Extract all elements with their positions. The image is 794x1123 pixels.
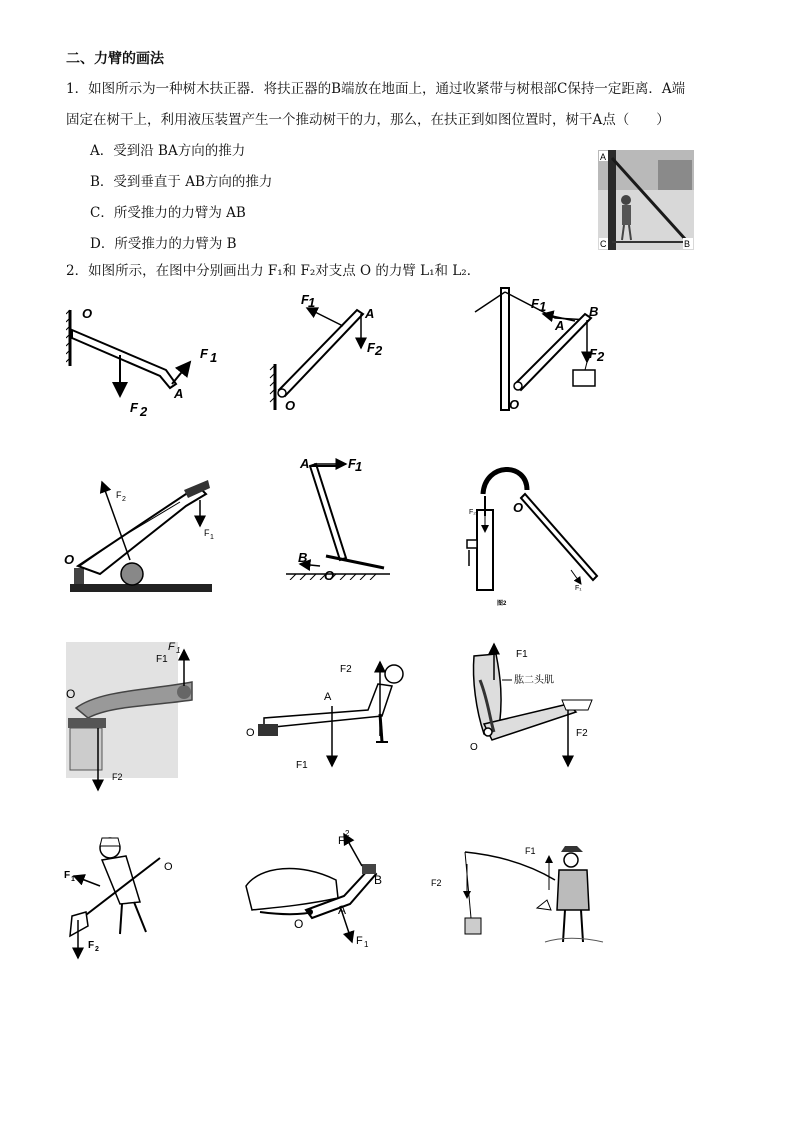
fig8-label-a: A: [324, 691, 332, 703]
fig6-label-o: O: [513, 500, 524, 515]
fig1-label-o: O: [82, 306, 93, 321]
fig3-label-f2-sub: 2: [597, 349, 605, 364]
photo-label-a: A: [600, 152, 607, 162]
fig3-label-o: O: [509, 397, 520, 412]
figure-12-fishing: [425, 838, 610, 958]
fig2-label-f2: F: [367, 340, 375, 355]
fig3-label-b: B: [589, 304, 599, 319]
fig2-label-f2-sub: 2: [375, 343, 383, 358]
fig3-label-f1-sub: 1: [539, 299, 547, 314]
fig6-label-f2: F₂: [469, 509, 476, 516]
fig3-label-a: A: [555, 318, 565, 333]
fig11-label-o: O: [294, 917, 304, 931]
q1-option-c: C．所受推力的力臂为 AB: [90, 205, 246, 221]
fig3-label-f2: F: [589, 346, 597, 361]
fig12-label-f1: F1: [525, 846, 536, 856]
q1-option-a: A．受到沿 BA方向的推力: [90, 143, 246, 159]
fig9-label-o: O: [470, 742, 478, 753]
fig2-label-a: A: [365, 306, 375, 321]
fig7-label-f2: F2: [112, 772, 123, 782]
fig5-label-f1-sub: 1: [355, 459, 363, 474]
fig1-label-f1: F: [200, 346, 208, 361]
fig2-label-o: O: [285, 398, 296, 413]
fig11-label-f2: F: [338, 835, 345, 847]
figure-2-inclined-rod: [265, 292, 395, 417]
photo-label-b: B: [684, 239, 691, 249]
fig3-label-f1: F: [531, 296, 539, 311]
section-heading: 二、力臂的画法: [66, 51, 164, 67]
q1-stem-line2: 固定在树干上，利用液压装置产生一个推动树干的力，那么，在扶正到如图位置时，树干A点（ ）: [66, 112, 670, 128]
fig7-label-f1b: F: [168, 641, 175, 653]
q1-option-d: D．所受推力的力臂为 B: [90, 236, 237, 252]
fig11-label-f2-sub: 2: [345, 829, 350, 838]
fig8-label-f2: F2: [340, 664, 352, 675]
fig4-label-f1: F: [204, 528, 210, 538]
figure-5-pry-bar: [280, 456, 395, 580]
q1-option-b: B．受到垂直于 AB方向的推力: [90, 174, 273, 190]
fig8-label-f1: F1: [296, 760, 308, 771]
fig7-label-o: O: [66, 687, 76, 701]
figure-7-clamp: [60, 640, 208, 795]
fig10-label-o: O: [164, 861, 173, 873]
fig1-label-f2: F: [130, 400, 138, 415]
figure-10-shovel: [60, 832, 185, 962]
figure-4-cutter: [60, 474, 215, 596]
fig4-label-f2: F: [116, 490, 122, 500]
fig5-label-f1: F: [348, 456, 356, 471]
fig4-label-f2-sub: 2: [122, 496, 126, 503]
fig12-label-f2: F2: [431, 878, 442, 888]
fig11-label-b: B: [374, 873, 383, 887]
photo-label-c: C: [600, 239, 607, 249]
fig8-label-o: O: [246, 727, 255, 739]
q1-stem-line1: 1．如图所示为一种树木扶正器．将扶正器的B端放在地面上，通过收紧带与树根部C保持一定距离．A端: [66, 81, 686, 97]
fig2-label-f1: F: [301, 292, 309, 307]
fig6-caption: 图2: [497, 601, 507, 607]
fig7-label-f1: F1: [156, 654, 168, 665]
fig11-label-f1-sub: 1: [364, 940, 369, 949]
fig6-label-f1: F₁: [575, 585, 582, 592]
figure-6-water-pump: [435, 466, 605, 611]
figure-3-crane-boom: [465, 286, 605, 416]
fig10-label-f1-sub: 1: [71, 876, 75, 883]
fig4-label-f1-sub: 1: [210, 534, 214, 541]
fig1-label-a: A: [174, 386, 184, 401]
fig9-label-f1: F1: [516, 649, 528, 660]
q2-stem: 2．如图所示，在图中分别画出力 F₁和 F₂对支点 O 的力臂 L₁和 L₂．: [66, 263, 481, 279]
fig5-label-b: B: [298, 550, 308, 565]
fig9-label-muscle: 肱二头肌: [514, 675, 554, 686]
fig11-label-f1: F: [356, 935, 363, 947]
tree-straightener-photo: [598, 150, 694, 250]
fig7-label-f1b-sub: 1: [176, 646, 181, 655]
figure-9-forearm: [458, 640, 608, 770]
figure-8-push-up: [242, 656, 412, 774]
fig1-label-f1-sub: 1: [210, 350, 218, 365]
fig10-label-f2-sub: 2: [95, 946, 99, 953]
fig11-label-a: A: [338, 903, 347, 917]
fig10-label-f2: F: [88, 940, 95, 951]
fig10-label-f1: F: [64, 870, 71, 881]
fig4-label-o: O: [64, 552, 75, 567]
figure-11-foot-pedal: [240, 826, 390, 950]
fig5-label-a: A: [300, 456, 310, 471]
fig5-label-o: O: [324, 568, 335, 580]
fig9-label-f2: F2: [576, 728, 588, 739]
fig1-label-f2-sub: 2: [140, 404, 148, 419]
figure-1-bent-lever: [66, 300, 226, 420]
fig2-label-f1-sub: 1: [308, 295, 316, 310]
